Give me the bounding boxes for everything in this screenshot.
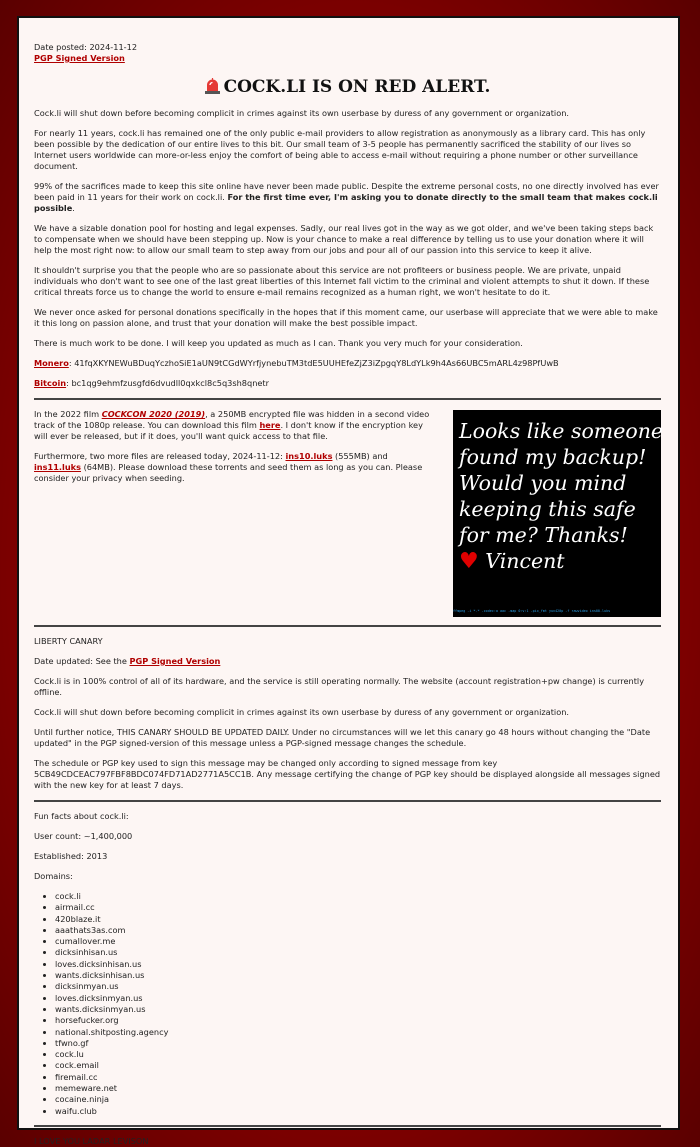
page-title-text: COCK.LI IS ON RED ALERT. [223,77,491,97]
files-text-2: (555MB) and [332,451,388,461]
domain-item: • loves.dicksinhisan.us [55,959,661,970]
canary-date [34,656,661,667]
canary-paragraph-2: Cock.li will shut down before becoming complicit in crimes against its own userbase by duress of any government or organization. [34,707,569,717]
domain-item: • memeware.net [55,1083,661,1094]
domain-item: • wants.dicksinmyan.us [55,1004,661,1015]
siren-icon [205,78,220,94]
terminal-text: ffmpeg -i *.* -codec:a aac -map 0:v:1 -pix_fmt yuv420p -f rawvideo ins00.luks [453,609,611,613]
established: Established: 2013 [34,851,108,861]
domain-list [34,891,661,1117]
note-line: for me? Thanks! [459,523,628,547]
monero-address: : 41fqXKYNEWuBDuqYczhoSiE1aUN9tCGdWYrfjynebuTM3tdE5UUHEfeZjZ3iZpgqY8LdYLk9h4As66UBC5mARL4z98PfUwB [68,358,559,368]
intro-paragraph-3-end: . [72,203,75,213]
domain-item: • 420blaze.it [55,914,661,925]
bitcoin-donation [34,378,661,389]
monero-link[interactable]: Monero [34,358,69,368]
canary-paragraph-4: The schedule or PGP key used to sign this message may be changed only according to signed message from key 5CB49CDCEAC797FBF8BDC074FD71AD2771A5CC1B. Any message certifying the change of PGP key should be displayed alongside all messages signed with the new key for at least 7 days. [34,758,661,790]
canary-paragraph-3: Until further notice, THIS CANARY SHOULD BE UPDATED DAILY. Under no circumstances will we let this canary go 48 hours without changing the "Date updated" in the PGP signed-version of this message unless a PGP-signed message changes the schedule. [34,727,651,748]
divider [34,398,661,400]
domain-item: • loves.dicksinmyan.us [55,993,661,1004]
intro-paragraph-6: We never once asked for personal donations specifically in the hopes that if this moment came, our userbase will appreciate that we were able to make it this long on passion alone, and trust that your donation will make the best possible impact. [34,307,658,328]
intro-paragraph-4: We have a sizable donation pool for hosting and legal expenses. Sadly, our real lives got in the way as we got older, and we've been taking steps back to compensate when we should have been stepping up. Now is your chance to make a real difference by telling us to use your donation where it will help the most right now: to allow our small team to step away from our jobs and pour all of our passion into this service to keep it alive. [34,223,654,255]
footer-text: I LOVE YOU LADAR LEVISON [34,1135,149,1146]
heart-icon: ♥ [459,549,479,574]
domain-item: • cock.li [55,891,661,902]
domain-item: • cocaine.ninja [55,1094,661,1105]
domain-item: • cock.lu [55,1049,661,1060]
date-posted: Date posted: 2024-11-12 [34,42,138,52]
divider [34,625,661,627]
files-text-1: Furthermore, two more files are released today, 2024-11-12: [34,451,286,461]
domain-item: • national.shitposting.agency [55,1027,661,1038]
film-title-link[interactable]: COCKCON 2020 (2019) [101,409,206,419]
handwritten-note-image [453,410,664,617]
film-text-2: , a 250MB encrypted file was hidden in a second video track of the 1080p release. You can download this film [34,409,430,430]
canary-paragraph-1: Cock.li is in 100% control of all of its hardware, and the service is still operating normally. The website (account registration+pw change) is currently offline. [34,676,645,697]
intro-paragraph-7: There is much work to be done. I will keep you updated as much as I can. Thank you very much for your consideration. [34,338,523,348]
film-download-link[interactable]: here [259,420,281,430]
note-line: Would you mind [459,471,627,495]
film-paragraph [34,409,434,442]
files-paragraph [34,451,434,484]
domain-item: • dicksinhisan.us [55,947,661,958]
main-content [17,16,680,1146]
intro-paragraph-5: It shouldn't surprise you that the people who are so passionate about this service are not profiteers or business people. We are private, unpaid individuals who don't want to see one of the last great liberties of this Internet fall victim to the criminal and violent attempts to shut it down. If these critical threats force us to change the world to ensure e-mail remains recognized as a human right, we won't hesitate to do it. [34,265,650,297]
handwritten-note-text [459,418,663,575]
ins11-link[interactable]: ins11.luks [34,462,81,472]
bitcoin-address: : bc1qg9ehmfzusgfd6dvudll0qxkcl8c5q3sh8qnetr [66,378,270,388]
intro-paragraph-3-text: 99% of the sacrifices made to keep this site online have never been made public. Despite the extreme personal costs, no one directly involved has ever been paid in 11 years for their work on cock.li. [34,181,659,202]
film-text-1: In the 2022 film [34,409,102,419]
pgp-signed-link[interactable]: PGP Signed Version [34,53,125,63]
bitcoin-link[interactable]: Bitcoin [34,378,67,388]
domain-item: • firemail.cc [55,1072,661,1083]
ins10-link[interactable]: ins10.luks [285,451,333,461]
canary-pgp-link[interactable]: PGP Signed Version [129,656,221,666]
divider [34,800,661,802]
domain-item: • wants.dicksinhisan.us [55,970,661,981]
note-line: found my backup! [459,445,647,469]
note-signature: Vincent [485,549,565,573]
intro-paragraph-1: Cock.li will shut down before becoming complicit in crimes against its own userbase by duress of any government or organization. [34,108,569,118]
film-section [34,409,664,617]
files-text-3: (64MB). Please download these torrents and seed them as long as you can. Please consider your privacy when seeding. [34,462,423,483]
page-title [34,76,661,98]
donate-emphasis: For the first time ever, I'm asking you to donate directly to the small team that makes cock.li possible [34,192,658,213]
user-count: User count: ~1,400,000 [34,831,133,841]
intro-paragraph-3 [34,181,661,214]
note-line: Looks like someone [459,419,664,443]
domain-item: • cock.email [55,1060,661,1071]
domains-label: Domains: [34,871,73,881]
domain-item: • cumallover.me [55,936,661,947]
domain-item: • airmail.cc [55,902,661,913]
note-line: keeping this safe [459,497,636,521]
domain-item: • waifu.club [55,1106,661,1117]
monero-donation [34,358,661,369]
domain-item: • horsefucker.org [55,1015,661,1026]
divider [34,1125,661,1127]
domain-item: • tfwno.gf [55,1038,661,1049]
canary-title: LIBERTY CANARY [34,636,103,646]
film-text-3: . I don't know if the encryption key will ever be released, but if it does, you'll want quick access to that file. [34,420,423,441]
intro-paragraph-2: For nearly 11 years, cock.li has remained one of the only public e-mail providers to allow registration as anonymously as a library card. This has only been possible by the dedication of our entire lives to this bit. Our small team of 3-5 people has permanently sacrificed the stability of our lives so Internet users worldwide can more-or-less enjoy the comfort of being able to access e-mail without requiring a phone number or other surveillance document. [34,128,646,171]
domain-item: • dicksinmyan.us [55,981,661,992]
canary-date-text: Date updated: See the [34,656,130,666]
facts-title: Fun facts about cock.li: [34,811,129,821]
domain-item: • aaathats3as.com [55,925,661,936]
